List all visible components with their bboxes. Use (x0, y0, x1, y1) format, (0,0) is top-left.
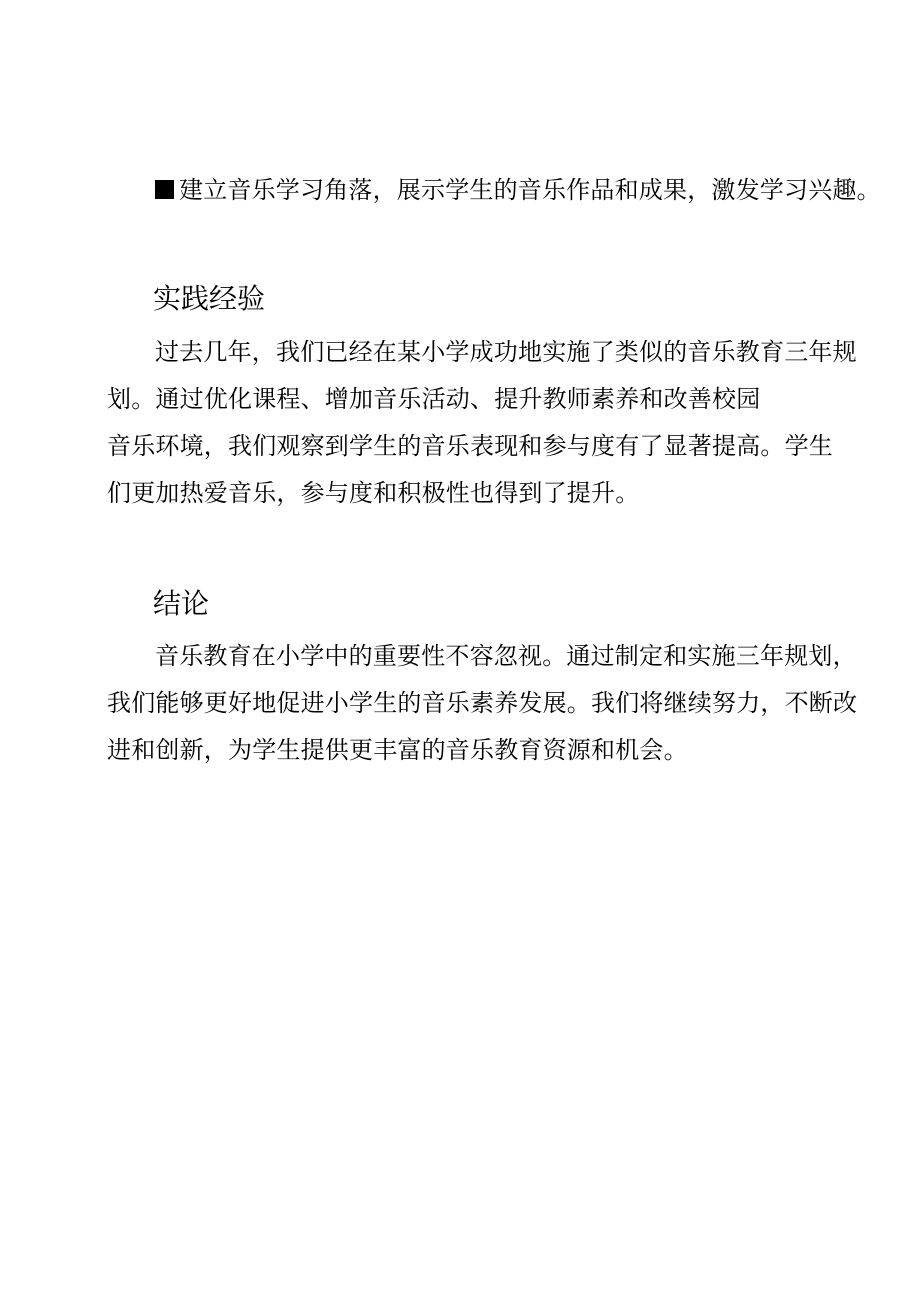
paragraph-line: 过去几年，我们已经在某小学成功地实施了类似的音乐教育三年规 (155, 338, 857, 366)
bullet-text: 建立音乐学习角落，展示学生的音乐作品和成果，激发学习兴趣。 (179, 176, 881, 204)
bullet-item (155, 175, 881, 205)
paragraph-line: 我们能够更好地促进小学生的音乐素养发展。我们将继续努力，不断改 (107, 689, 858, 717)
section-heading-conclusion: 结论 (153, 587, 210, 620)
paragraph-line: 划。通过优化课程、增加音乐活动、提升教师素养和改善校园 (107, 385, 761, 413)
section-heading-practice: 实践经验 (153, 282, 266, 315)
square-bullet-icon (155, 180, 174, 199)
paragraph-line: 进和创新，为学生提供更丰富的音乐教育资源和机会。 (107, 736, 688, 764)
paragraph-line: 们更加热爱音乐，参与度和积极性也得到了提升。 (107, 479, 640, 507)
paragraph-line: 音乐教育在小学中的重要性不容忽视。通过制定和实施三年规划， (155, 642, 857, 670)
paragraph-line: 音乐环境，我们观察到学生的音乐表现和参与度有了显著提高。学生 (107, 432, 833, 460)
